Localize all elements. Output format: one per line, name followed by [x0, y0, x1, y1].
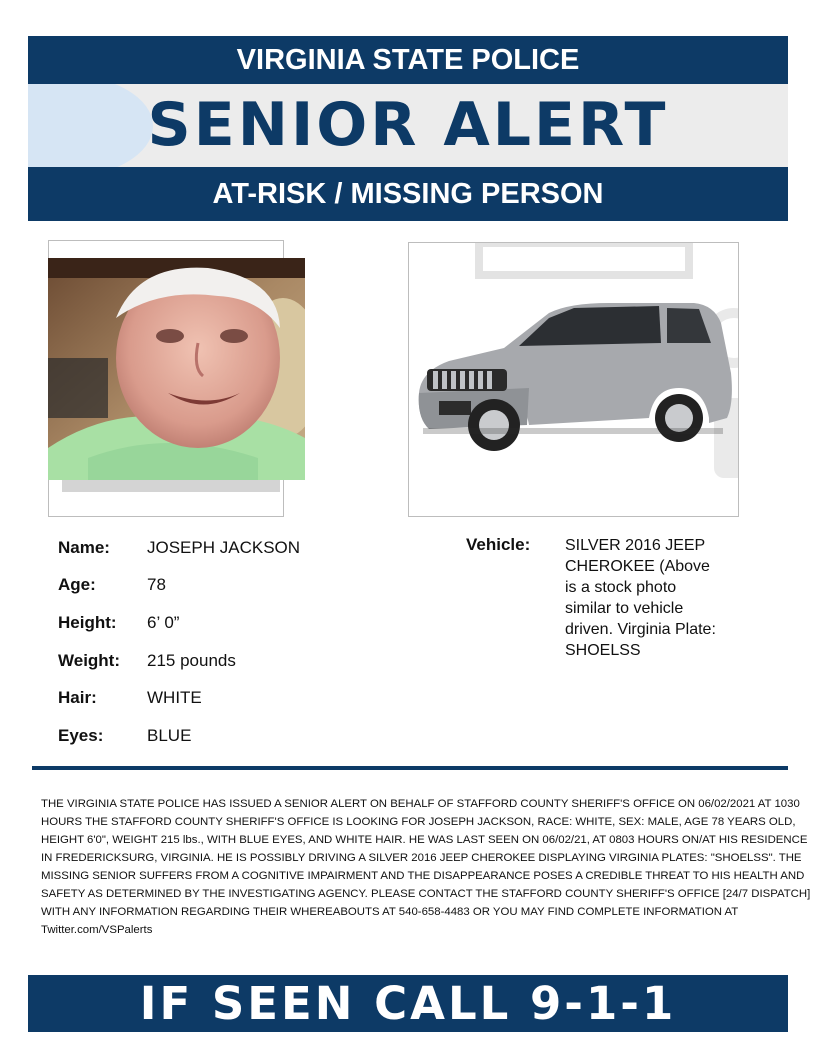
alert-title: SENIOR ALERT — [147, 90, 669, 160]
alert-subtitle: AT-RISK / MISSING PERSON — [28, 167, 788, 221]
agency-header: VIRGINIA STATE POLICE — [28, 36, 788, 84]
field-label: Name: — [58, 538, 110, 557]
field-label: Height: — [58, 613, 117, 632]
call-to-action: IF SEEN CALL 9-1-1 — [28, 975, 788, 1032]
section-divider — [32, 766, 788, 770]
photo-shadow — [62, 480, 280, 492]
alert-title-panel — [28, 84, 788, 167]
field-value-hair: WHITE — [147, 688, 202, 707]
field-label: Age: — [58, 575, 96, 594]
field-label: Hair: — [58, 688, 97, 707]
field-label: Eyes: — [58, 726, 104, 745]
vehicle-photo — [408, 242, 739, 517]
field-value-age: 78 — [147, 575, 166, 594]
field-value-eyes: BLUE — [147, 726, 192, 745]
alert-narrative: THE VIRGINIA STATE POLICE HAS ISSUED A SENIOR ALERT ON BEHALF OF STAFFORD COUNTY SHERIFF'S OFFICE ON 06/02/2021 AT 1030 HOURS THE STAFFORD COUNTY SHERIFF'S OFFICE IS LOOKING FOR JOSEPH JACKSON, RACE: WHITE, SEX: MALE, AGE 78 YEARS OLD, HEIGHT 6'0", WEIGHT 215 lbs., WITH BLUE EYES, AND WHITE HAIR. HE WAS LAST SEEN ON 06/02/21, AT 0803 HOURS ON/AT HIS RESIDENCE IN FREDERICKSURG, VIRGINIA. HE IS POSSIBLY DRIVING A SILVER 2016 JEEP CHEROKEE DISPLAYING VIRGINIA PLATES: "SHOELSS". THE MISSING SENIOR SUFFERS FROM A COGNITIVE IMPAIRMENT AND THE DISAPPEARANCE POSES A CREDIBLE THREAT TO HIS HEALTH AND SAFETY AS DETERMINED BY THE INVESTIGATING AGENCY. PLEASE CONTACT THE STAFFORD COUNTY SHERIFF'S OFFICE [24/7 DISPATCH] WITH ANY INFORMATION REGARDING THEIR WHEREABOUTS AT 540-658-4483 OR YOU MAY FIND COMPLETE INFORMATION AT Twitter.com/VSPalerts — [41, 798, 811, 936]
vehicle-label: Vehicle: — [466, 535, 531, 554]
person-portrait-image — [48, 258, 305, 480]
field-value-weight: 215 pounds — [147, 651, 236, 670]
field-value-name: JOSEPH JACKSON — [147, 538, 301, 557]
field-value-height: 6’ 0” — [147, 613, 180, 632]
vehicle-image — [409, 243, 739, 517]
field-label: Weight: — [58, 651, 121, 670]
missing-person-photo — [48, 258, 305, 480]
vehicle-description: SILVER 2016 JEEP CHEROKEE (Above is a stock photo similar to vehicle driven. Virginia Plate: SHOELSS — [565, 537, 716, 659]
